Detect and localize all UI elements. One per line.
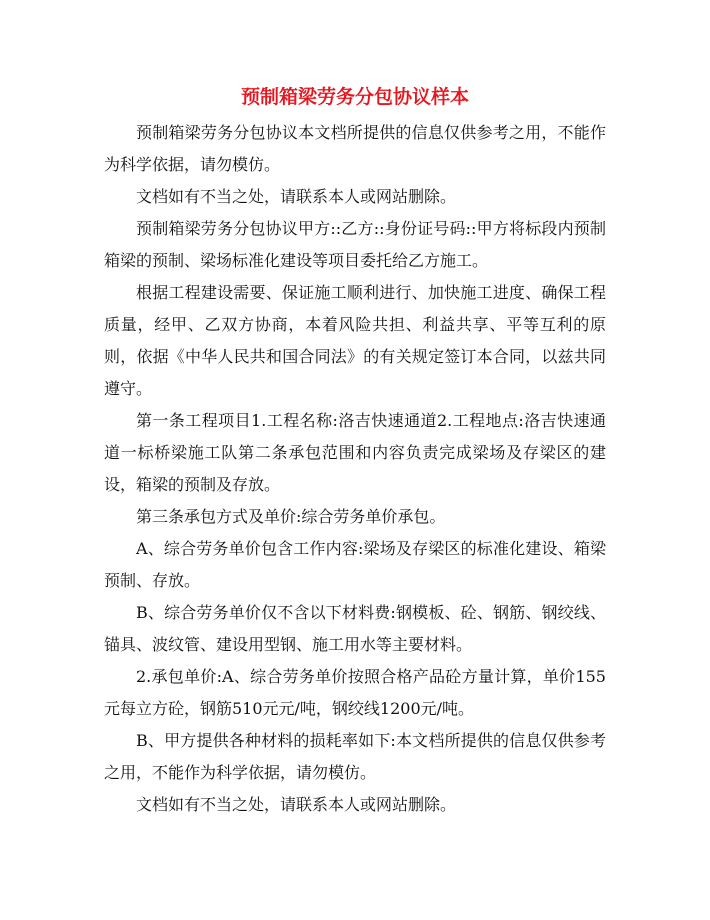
- paragraph-3: 预制箱梁劳务分包协议甲方::乙方::身份证号码::甲方将标段内预制箱梁的预制、梁场标准化建设等项目委托给乙方施工。: [104, 219, 606, 270]
- paragraph-8: B、综合劳务单价仅不含以下材料费:钢模板、砼、钢筋、钢绞线、锚具、波纹管、建设用型钢、施工用水等主要材料。: [104, 603, 606, 654]
- paragraph-1: 预制箱梁劳务分包协议本文档所提供的信息仅供参考之用，不能作为科学依据，请勿模仿。: [104, 123, 606, 174]
- paragraph-11: 文档如有不当之处，请联系本人或网站删除。: [136, 795, 457, 814]
- paragraph-5: 第一条工程项目1.工程名称:洛吉快速通道2.工程地点:洛吉快速通道一标桥梁施工队第二条承包范围和内容负责完成梁场及存梁区的建设，箱梁的预制及存放。: [104, 411, 606, 494]
- document-title: 预制箱梁劳务分包协议样本: [240, 86, 469, 108]
- paragraph-9: 2.承包单价:A、综合劳务单价按照合格产品砼方量计算，单价155元每立方砼，钢筋510元元/吨，钢绞线1200元/吨。: [104, 667, 606, 718]
- paragraph-7: A、综合劳务单价包含工作内容:梁场及存梁区的标准化建设、箱梁预制、存放。: [104, 539, 606, 590]
- paragraph-6: 第三条承包方式及单价:综合劳务单价承包。: [136, 507, 446, 526]
- document-body: [104, 117, 606, 821]
- paragraph-10: B、甲方提供各种材料的损耗率如下:本文档所提供的信息仅供参考之用，不能作为科学依据，请勿模仿。: [104, 731, 606, 782]
- paragraph-4: 根据工程建设需要、保证施工顺利进行、加快施工进度、确保工程质量，经甲、乙双方协商，本着风险共担、利益共享、平等互利的原则，依据《中华人民共和国合同法》的有关规定签订本合同，以兹共同遵守。: [104, 283, 606, 398]
- paragraph-2: 文档如有不当之处，请联系本人或网站删除。: [136, 187, 457, 206]
